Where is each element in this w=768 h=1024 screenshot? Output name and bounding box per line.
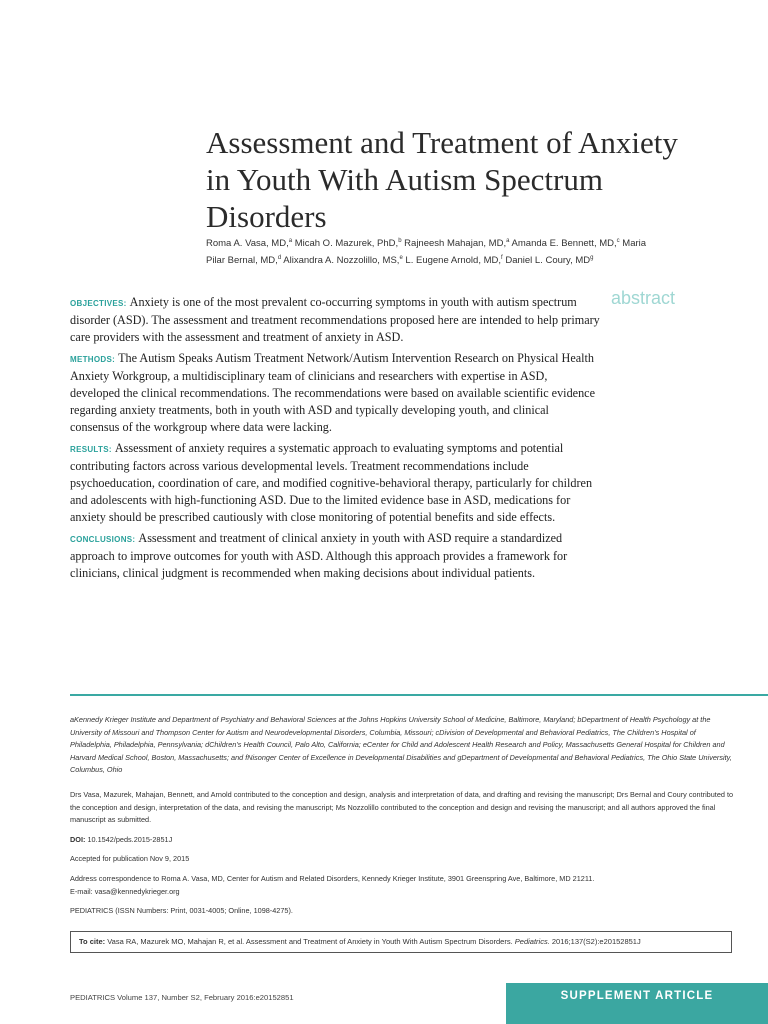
journal-footer: PEDIATRICS Volume 137, Number S2, February 2016:e20152851: [70, 993, 294, 1002]
accepted-date: Accepted for publication Nov 9, 2015: [70, 854, 190, 864]
doi-line: [70, 834, 734, 847]
doi-value[interactable]: 10.1542/peds.2015-2851J: [87, 834, 173, 844]
author: Alixandra A. Nozzolillo, MS,$^e$: [281, 255, 403, 267]
author: Amanda E. Bennett, MD,$^c$: [509, 238, 620, 250]
objectives-label: OBJECTIVES:: [70, 299, 127, 308]
author: Rajneesh Mahajan, MD,$^a$: [401, 238, 510, 250]
citation-journal: Pediatrics.: [514, 937, 550, 946]
doi-label: DOI:: [70, 834, 86, 844]
conclusions-label: CONCLUSIONS:: [70, 535, 136, 544]
abstract-heading: abstract: [611, 288, 676, 308]
abstract-body: [70, 294, 600, 586]
affiliations: aKennedy Krieger Institute and Department of Psychiatry and Behavioral Sciences at the Johns Hopkins University School of Medicine, Baltimore, Maryland; bDepartment of Health Psychology at the University of Missouri and Thompson Center for Autism and Neurodevelopmental Disorders, Columbia, Missouri; cDivision of Developmental and Behavioral Pediatrics, The Children’s Hospital of Philadelphia, Philadelphia, Pennsylvania; dChildren’s Health Council, Palo Alto, California; eCenter for Child and Adolescent Health Research and Policy, Massachusetts General Hospital for Children and Harvard Medical School, Boston, Massachusetts; and fNisonger Center of Excellence in Developmental Disabilities and gDepartment of Developmental and Behavioral Pediatrics, The Ohio State University, Columbus, Ohio: [70, 715, 732, 775]
citation-text: Vasa RA, Mazurek MO, Mahajan R, et al. Assessment and Treatment of Anxiety in Youth With Autism Spectrum Disorders.: [107, 937, 513, 946]
citation-label: To cite:: [79, 937, 106, 946]
author-list: [206, 234, 666, 268]
results-paragraph: [70, 440, 600, 526]
citation-box: [70, 931, 732, 953]
methods-text: The Autism Speaks Autism Treatment Network/Autism Intervention Research on Physical Health Anxiety Workgroup, a multidisciplinary team of clinicians and researchers with expertise in ASD, developed the clinical recommendations. The recommendations were based on available scientific evidence regarding anxiety treatments, both in youth with ASD and typically developing youth, and clinical consensus of the workgroup where data were lacking.: [70, 351, 595, 434]
results-text: Assessment of anxiety requires a systematic approach to evaluating symptoms and potential contributing factors across various developmental levels. Treatment recommendations include psychoeducation, coordination of care, and modified cognitive-behavioral therapy, particularly for children and adolescents with high-functioning ASD. Due to the limited evidence base in ASD, medications for anxiety should be prescribed cautiously with close monitoring of potential benefits and side effects.: [70, 441, 593, 524]
correspondence: [70, 873, 734, 898]
correspondence-email[interactable]: E-mail: vasa@kennedykrieger.org: [70, 886, 180, 896]
author: Roma A. Vasa, MD,$^a$: [206, 238, 293, 250]
author: Daniel L. Coury, $MD^g$: [502, 255, 594, 267]
article-title: Assessment and Treatment of Anxiety in Youth With Autism Spectrum Disorders: [206, 125, 678, 234]
results-label: RESULTS:: [70, 445, 112, 454]
conclusions-paragraph: [70, 530, 600, 582]
contributions: Drs Vasa, Mazurek, Mahajan, Bennett, and Arnold contributed to the conception and design, analysis and interpretation of data, and drafting and revising the manuscript; Drs Bernal and Coury contributed to the conception and design, interpretation of the data, and revising the manuscript; Ms Nozzolillo contributed to the conception and design and revising the manuscript; and all authors approved the final manuscript as submitted.: [70, 789, 734, 825]
conclusions-text: Assessment and treatment of clinical anxiety in youth with ASD require a standardized approach to improve outcomes for youth with ASD. Although this approach provides a framework for clinicians, clinical judgment is recommended when making decisions about individual patients.: [70, 531, 568, 580]
objectives-text: Anxiety is one of the most prevalent co-occurring symptoms in youth with autism spectrum disorder (ASD). The assessment and treatment recommendations proposed here are intended to help primary care providers with the assessment and treatment of anxiety in ASD.: [70, 295, 600, 344]
section-divider: [70, 694, 768, 696]
methods-paragraph: [70, 350, 600, 436]
correspondence-address: Address correspondence to Roma A. Vasa, MD, Center for Autism and Related Disorders, Kennedy Krieger Institute, 3901 Greenspring Ave, Baltimore, MD 21211.: [70, 873, 595, 883]
author: Maria Pilar Bernal, MD,$^d$: [206, 238, 647, 267]
author: Micah O. Mazurek, PhD,$^b$: [292, 238, 402, 250]
citation-ref: 2016;137(S2):e20152851J: [551, 937, 641, 946]
methods-label: METHODS:: [70, 355, 116, 364]
objectives-paragraph: [70, 294, 600, 346]
author: L. Eugene Arnold, MD,$^f$: [402, 255, 503, 267]
supplement-article-banner: SUPPLEMENT ARTICLE: [506, 983, 768, 1024]
footnotes: [70, 714, 734, 925]
issn-line: PEDIATRICS (ISSN Numbers: Print, 0031-4005; Online, 1098-4275).: [70, 906, 293, 916]
